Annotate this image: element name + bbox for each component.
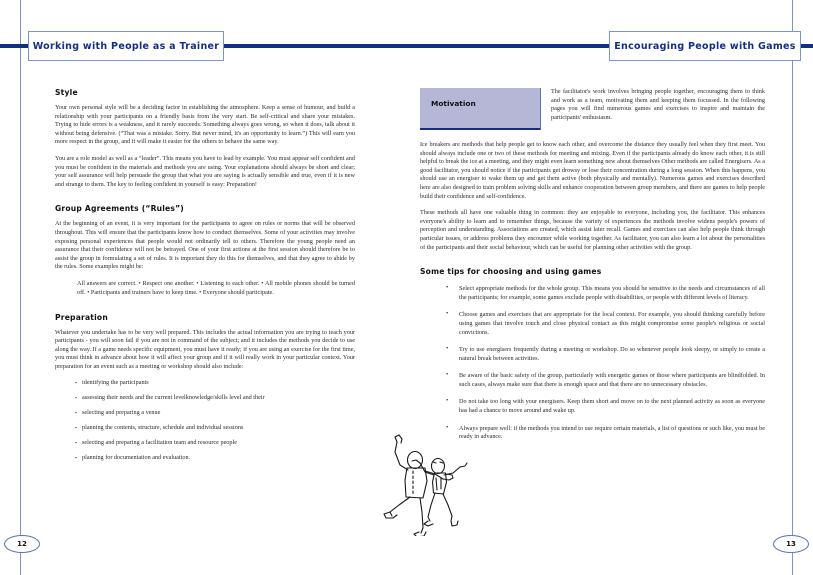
heading-style: Style [55,88,78,97]
heading-some-tips: Some tips for choosing and using games [420,267,602,277]
right-margin-rule [792,0,793,575]
motivation-label-text: Motivation [431,99,476,108]
tips-list [420,285,765,442]
paragraph-preparation-1: Whatever you undertake has to be very well prepared. This includes the actual information you are trying to teach your participants - you will soon fail if you are not in command of the subject; and it includes the methods you decide to use along the way. If a game needs specific equipment, you must have it ready; if you are using an exercise for the first time, you must think in advance about how it will affect your group and if it will really work in your particular context. Your preparation for an event such as a meeting or workshop should also include: [55,328,355,370]
right-page-content [420,88,765,517]
heading-group-agreements: Group Agreements (“Rules”) [55,204,184,214]
list-item: ▪ planning the contents, structure, schedule and individual sessions [75,424,355,432]
left-page-content [55,88,355,517]
preparation-checklist [55,379,355,462]
list-item: ▪ identifying the participants [75,379,355,387]
heading-preparation: Preparation [55,312,108,322]
page-number-left-text: 12 [17,540,27,548]
motivation-callout-paragraph: The facilitator's work involves bringing people together, encouraging them to think and work as a team, motivating them and keeping them focussed. In the following pages you will find numerous games and exercises to inspire and maintain the participants' enthusiasm. [551,88,765,121]
motivation-callout-body [540,88,765,130]
page-number-right-text: 13 [786,540,796,548]
list-item: • Be aware of the basic safety of the group, particularly with energetic games or those where participants are blindfolded. In such cases, always make sure that there is enough space and that there are no unnecessary obstacles. [446,372,765,389]
group-agreements-examples: All answers are correct. • Respect one another. • Listening to each other. • All mobile phones should be turned off. • Participants and trainers have to keep time. • Everyone should participate. [77,279,355,296]
left-margin-rule [20,0,21,575]
list-item: • Select appropriate methods for the whole group. This means you should be sensitive to the needs and circumstances of all the participants; for example, some games exclude people with disabilities, or people with different levels of literacy. [446,285,765,302]
running-head-right [609,31,801,61]
paragraph-group-agreements-1: At the beginning of an event, it is very important for the participants to agree on rules or norms that will be observed throughout. This will ensure that the participants know how to conduct themselves. Some of your activities may involve exposing personal experiences that people would not ordinarily tell to others. Therefore the young people need an assurance that their confidence will not be betrayed. One of your first actions at the first session should therefore be to assist the group in formulating a set of rules. It is important they do this for themselves, and that they agree to abide by the rules. Some examples might be: [55,220,355,271]
list-item: • Choose games and exercises that are appropriate for the local context. For example, you should thinking carefully before using games that involve touch and close physical contact as this might compromise some people's religious or social convictions. [446,311,765,337]
dancing-people-illustration [372,418,468,536]
paragraph-methods-common: These methods all have one valuable thing in common: they are enjoyable to everyone, including you, the facilitator. This enhances everyone's ability to learn and to remember things, because the variety of experiences the methods involve widens people's powers of perception and understanding. Associations are created, which assist later recall. Games and exercises can also help people think through particular issues, or address problems they encounter while working together. As facilitator, you can also learn a lot about the personalities of the participants and their social behaviour, which can be useful for planning other activities with the group. [420,209,765,251]
running-head-right-label: Encouraging People with Games [614,40,796,52]
motivation-callout [420,88,765,130]
list-item: • Try to use energisers frequently during a meeting or workshop. Do so whenever people look sleepy, or simply to create a natural break between activities. [446,346,765,363]
paragraph-style-2: You are a role model as well as a “leader”. This means you have to lead by example. You must appear self confident and you must be confident in the materials and methods you are using. Your explanations should always be short and clear; your self assurance will help persuade the group that what you are saying is actually sensible and true, even if it is new and strange to them. The key to feeling confident in yourself is easy: Preparation! [55,154,355,188]
paragraph-icebreakers: Ice breakers are methods that help people get to know each other, and overcome the distance they usually feel when they first meet. You should always include one or two of these methods for meeting and mixing. Even if the participants already do know each other, it is still helpful to break the ice at a meeting, and they might even learn something new about themselves Other methods are called Energisers. As a good facilitator, you should notice if the participants get drowsy or lose their concentration during a long session. When this happens, you should use an energiser to wake them up and get them active (both physically and mentally). Numerous games and exercises described here are also designed to train problem solving skills and enhance cooperation between group members, and there are games to help people build their confidence and self-confidence. [420,141,766,200]
motivation-callout-label [420,88,540,130]
list-item: • Always prepare well: if the methods you intend to use require certain materials, a list of questions or such like, you must be ready in advance. [446,425,765,442]
list-item: • Do not take too long with your energisers. Keep them short and move on to the next planned activity as soon as everyone has had a chance to move around and wake up. [446,398,765,415]
list-item: ▪ selecting and preparing a venue [75,409,355,417]
list-item: ▪ planning for documentation and evaluation. [75,454,355,462]
running-head-left [28,31,224,61]
running-head-left-label: Working with People as a Trainer [32,40,220,52]
list-item: ▪ selecting and preparing a facilitation team and resource people [75,439,355,447]
page-number-right [773,535,809,553]
list-item: ▪ assessing their needs and the current levelknowledge/skills level and their [75,394,355,402]
paragraph-style-1: Your own personal style will be a deciding factor in establishing the atmosphere. Keep a sense of humour, and build a relationship with your participants on a friendly basis from the very start. Be self-critical and share your mistakes. Trying to hide errors is a weakness, and it rarely succeeds. Something always goes wrong, so when it does, talk about it without being defensive. (“That was a mistake. Sorry. But never mind, it's an opportunity to learn.”) This will earn you more respect in the group, and it will make it easier for the others to behave the same way. [55,104,355,146]
page-number-left [4,535,40,553]
